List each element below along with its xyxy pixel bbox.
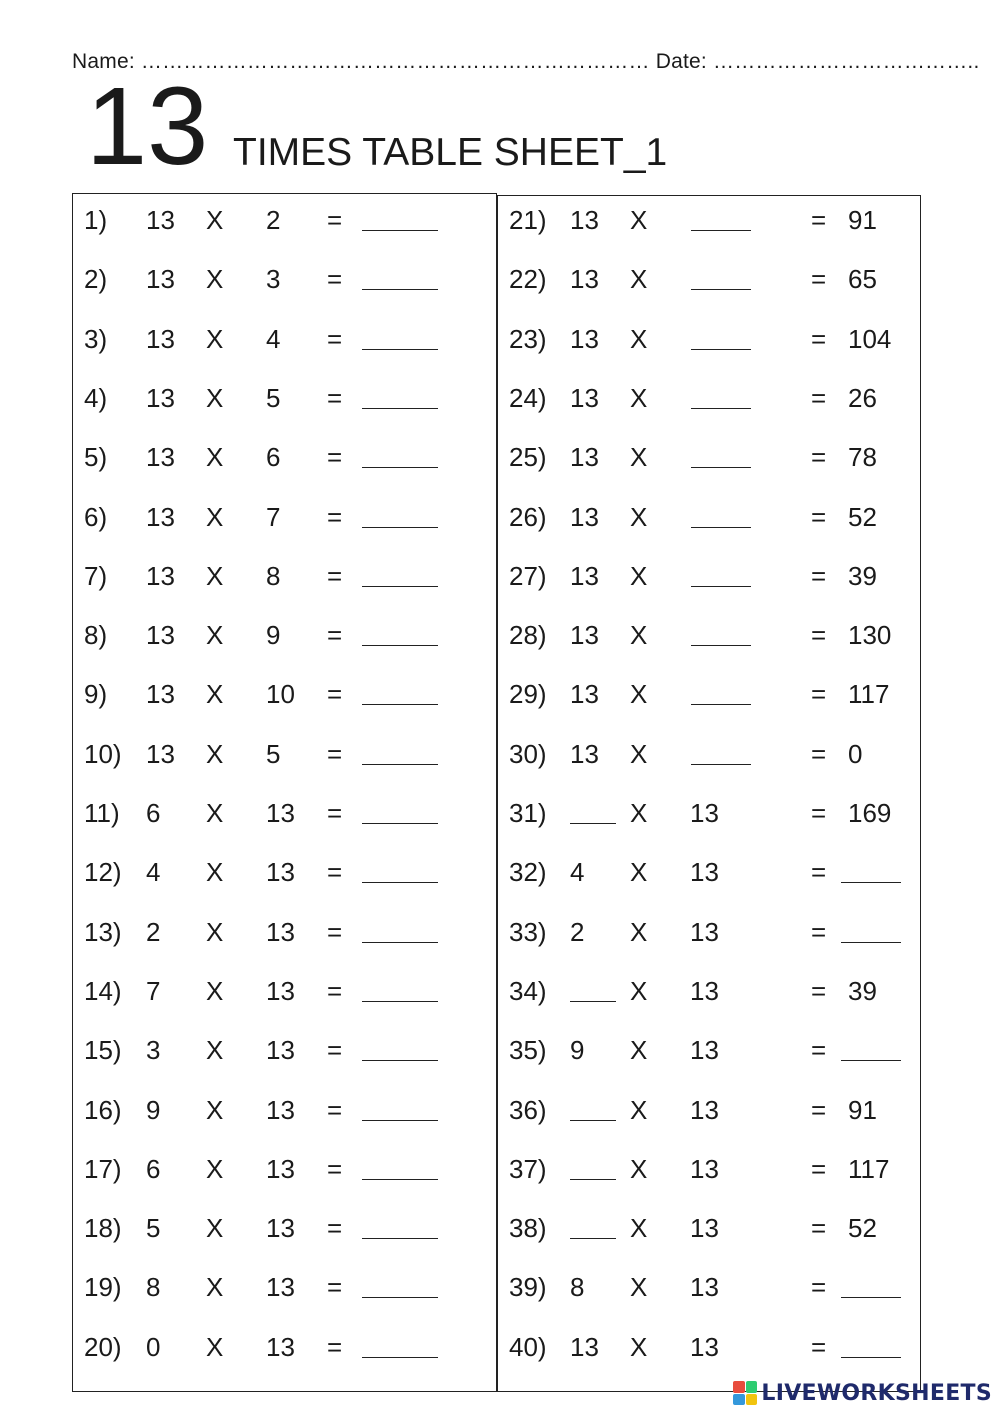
equals-sign: =	[811, 323, 827, 354]
multiply-sign: X	[630, 442, 648, 473]
answer-blank[interactable]	[362, 1327, 438, 1358]
liveworksheets-logo-icon	[733, 1381, 757, 1405]
problem-row	[509, 497, 909, 537]
equals-sign: =	[811, 1094, 827, 1125]
operand-b: 7	[266, 501, 281, 532]
operand-a: 13	[146, 738, 175, 769]
answer-blank[interactable]	[841, 1030, 901, 1061]
problem-row	[509, 556, 909, 596]
problem-number: 16)	[84, 1094, 122, 1125]
multiply-sign: X	[630, 560, 648, 591]
operand-a: 9	[570, 1035, 585, 1066]
operand-a-blank[interactable]	[570, 793, 616, 824]
result-value: 117	[848, 679, 890, 710]
equals-sign: =	[811, 1035, 827, 1066]
problem-number: 13)	[84, 916, 122, 947]
operand-a: 2	[146, 916, 161, 947]
multiply-sign: X	[206, 975, 224, 1006]
problem-row	[509, 1267, 909, 1307]
equals-sign: =	[811, 264, 827, 295]
problem-row	[84, 1327, 484, 1367]
result-value: 39	[848, 975, 877, 1006]
multiply-sign: X	[206, 916, 224, 947]
operand-b-blank[interactable]	[691, 200, 751, 231]
problem-row	[509, 378, 909, 418]
problem-row	[509, 615, 909, 655]
problem-number: 3)	[84, 323, 108, 354]
operand-b: 9	[266, 620, 281, 651]
problem-number: 17)	[84, 1153, 122, 1184]
problem-number: 6)	[84, 501, 108, 532]
multiply-sign: X	[630, 1035, 648, 1066]
operand-a: 13	[570, 442, 599, 473]
equals-sign: =	[327, 857, 343, 888]
result-value: 0	[848, 738, 863, 769]
result-value: 104	[848, 323, 892, 354]
problem-row	[509, 852, 909, 892]
answer-blank[interactable]	[362, 437, 438, 468]
equals-sign: =	[811, 1272, 827, 1303]
equals-sign: =	[327, 382, 343, 413]
operand-b-blank[interactable]	[691, 259, 751, 290]
equals-sign: =	[327, 323, 343, 354]
problem-number: 12)	[84, 857, 122, 888]
problem-row	[84, 674, 484, 714]
answer-blank[interactable]	[362, 497, 438, 528]
multiply-sign: X	[630, 501, 648, 532]
problem-number: 26)	[509, 501, 547, 532]
multiply-sign: X	[206, 501, 224, 532]
watermark-text: LIVEWORKSHEETS	[761, 1380, 992, 1406]
answer-blank[interactable]	[362, 1149, 438, 1180]
multiply-sign: X	[206, 1094, 224, 1125]
problem-number: 29)	[509, 679, 547, 710]
operand-b: 8	[266, 560, 281, 591]
operand-b-blank[interactable]	[691, 556, 751, 587]
operand-a: 13	[146, 560, 175, 591]
answer-blank[interactable]	[362, 674, 438, 705]
operand-b: 13	[266, 1153, 295, 1184]
multiply-sign: X	[206, 382, 224, 413]
equals-sign: =	[327, 975, 343, 1006]
operand-b: 13	[266, 798, 295, 828]
multiply-sign: X	[206, 1213, 224, 1244]
multiply-sign: X	[206, 1272, 224, 1303]
equals-sign: =	[811, 857, 827, 888]
result-value: 91	[848, 1094, 877, 1125]
answer-blank[interactable]	[841, 852, 901, 883]
logo-square-red	[733, 1381, 745, 1393]
problem-row	[509, 734, 909, 774]
operand-a: 13	[146, 323, 175, 354]
equals-sign: =	[327, 1272, 343, 1303]
problem-row	[84, 1208, 484, 1248]
answer-blank[interactable]	[362, 615, 438, 646]
equals-sign: =	[327, 916, 343, 947]
problem-number: 2)	[84, 264, 108, 295]
operand-b: 13	[690, 975, 719, 1006]
equals-sign: =	[327, 1153, 343, 1184]
multiply-sign: X	[206, 442, 224, 473]
operand-a: 13	[570, 264, 599, 295]
problem-number: 20)	[84, 1331, 122, 1362]
operand-b-blank[interactable]	[691, 378, 751, 409]
result-value: 26	[848, 382, 877, 413]
date-label: Date:	[655, 50, 707, 73]
multiply-sign: X	[206, 1153, 224, 1184]
problem-number: 32)	[509, 857, 547, 888]
equals-sign: =	[811, 1331, 827, 1362]
multiply-sign: X	[630, 205, 648, 235]
problem-row	[84, 971, 484, 1011]
problem-number: 21)	[509, 205, 547, 235]
problem-row	[509, 1208, 909, 1248]
equals-sign: =	[811, 1213, 827, 1244]
operand-a: 13	[146, 205, 175, 235]
answer-blank[interactable]	[362, 1030, 438, 1061]
operand-a-blank[interactable]	[570, 1149, 616, 1180]
problem-number: 11)	[84, 798, 120, 828]
operand-a: 13	[570, 620, 599, 651]
problem-row	[84, 259, 484, 299]
equals-sign: =	[327, 1331, 343, 1362]
problem-row	[509, 1149, 909, 1189]
answer-blank[interactable]	[362, 259, 438, 290]
multiply-sign: X	[630, 620, 648, 651]
multiply-sign: X	[206, 798, 224, 828]
operand-a-blank[interactable]	[570, 1090, 616, 1121]
operand-b: 13	[690, 1331, 719, 1362]
problem-row	[84, 1090, 484, 1130]
problem-number: 34)	[509, 975, 547, 1006]
answer-blank[interactable]	[362, 1267, 438, 1298]
problem-number: 10)	[84, 738, 122, 769]
operand-b: 2	[266, 205, 281, 235]
operand-b: 13	[690, 916, 719, 947]
problem-number: 39)	[509, 1272, 547, 1303]
problem-number: 7)	[84, 560, 108, 591]
operand-b: 13	[266, 1331, 295, 1362]
operand-a: 13	[146, 264, 175, 295]
multiply-sign: X	[630, 323, 648, 354]
operand-b: 4	[266, 323, 281, 354]
multiply-sign: X	[630, 1272, 648, 1303]
operand-a: 9	[146, 1094, 161, 1125]
problem-row	[84, 319, 484, 359]
problem-number: 1)	[84, 205, 108, 235]
result-value: 130	[848, 620, 892, 651]
answer-blank[interactable]	[362, 912, 438, 943]
problem-row	[84, 497, 484, 537]
operand-b: 13	[690, 1213, 719, 1244]
multiply-sign: X	[206, 1331, 224, 1362]
operand-b-blank[interactable]	[691, 319, 751, 350]
multiply-sign: X	[630, 679, 648, 710]
result-value: 169	[848, 798, 892, 828]
operand-a: 0	[146, 1331, 161, 1362]
answer-blank[interactable]	[362, 1090, 438, 1121]
problem-number: 9)	[84, 679, 108, 710]
operand-a-blank[interactable]	[570, 1208, 616, 1239]
name-field[interactable]: ………………………………………………………………	[140, 50, 650, 73]
answer-blank[interactable]	[841, 912, 901, 943]
problem-row	[84, 1149, 484, 1189]
equals-sign: =	[327, 501, 343, 532]
multiply-sign: X	[630, 857, 648, 888]
operand-b: 13	[690, 1153, 719, 1184]
operand-b: 3	[266, 264, 281, 295]
problem-number: 22)	[509, 264, 547, 295]
operand-a: 13	[570, 501, 599, 532]
problem-row	[509, 674, 909, 714]
operand-b: 13	[690, 857, 719, 888]
operand-b: 13	[690, 1035, 719, 1066]
operand-a: 13	[146, 382, 175, 413]
answer-blank[interactable]	[362, 793, 438, 824]
operand-b-blank[interactable]	[691, 437, 751, 468]
result-value: 78	[848, 442, 877, 473]
problem-number: 18)	[84, 1213, 122, 1244]
result-value: 52	[848, 1213, 877, 1244]
operand-a: 5	[146, 1213, 161, 1244]
equals-sign: =	[327, 679, 343, 710]
problem-row	[84, 793, 484, 833]
operand-a: 13	[570, 560, 599, 591]
date-field[interactable]: ………………………………..	[713, 50, 980, 73]
operand-a: 6	[146, 1153, 161, 1184]
problem-row	[84, 1030, 484, 1070]
equals-sign: =	[811, 560, 827, 591]
operand-a: 13	[146, 501, 175, 532]
answer-blank[interactable]	[362, 734, 438, 765]
operand-b: 10	[266, 679, 295, 710]
equals-sign: =	[327, 442, 343, 473]
equals-sign: =	[327, 205, 343, 235]
problem-row	[84, 615, 484, 655]
problem-row	[509, 971, 909, 1011]
answer-blank[interactable]	[362, 556, 438, 587]
operand-a: 4	[570, 857, 585, 888]
multiply-sign: X	[630, 916, 648, 947]
name-label: Name:	[72, 50, 135, 73]
problem-number: 30)	[509, 738, 547, 769]
logo-square-blue	[733, 1394, 745, 1406]
answer-blank[interactable]	[841, 1267, 901, 1298]
problem-row	[84, 912, 484, 952]
operand-a: 13	[570, 205, 599, 235]
liveworksheets-watermark	[733, 1379, 992, 1407]
problem-row	[509, 912, 909, 952]
multiply-sign: X	[206, 205, 224, 235]
problem-row	[84, 734, 484, 774]
operand-b: 13	[266, 857, 295, 888]
problem-number: 4)	[84, 382, 108, 413]
logo-square-green	[746, 1381, 758, 1393]
operand-b: 13	[266, 1213, 295, 1244]
problem-number: 23)	[509, 323, 547, 354]
problem-number: 14)	[84, 975, 122, 1006]
problem-row	[509, 319, 909, 359]
problem-number: 25)	[509, 442, 547, 473]
multiply-sign: X	[630, 1094, 648, 1125]
operand-b: 5	[266, 738, 281, 769]
operand-b-blank[interactable]	[691, 497, 751, 528]
operand-a: 13	[570, 382, 599, 413]
operand-a: 13	[146, 620, 175, 651]
equals-sign: =	[811, 620, 827, 651]
multiply-sign: X	[206, 560, 224, 591]
operand-a-blank[interactable]	[570, 971, 616, 1002]
equals-sign: =	[811, 442, 827, 473]
answer-blank[interactable]	[362, 319, 438, 350]
answer-blank[interactable]	[841, 1327, 901, 1358]
multiply-sign: X	[206, 264, 224, 295]
equals-sign: =	[327, 1035, 343, 1066]
answer-blank[interactable]	[362, 378, 438, 409]
result-value: 91	[848, 205, 877, 235]
equals-sign: =	[327, 738, 343, 769]
equals-sign: =	[327, 1094, 343, 1125]
operand-a: 8	[146, 1272, 161, 1303]
problem-row	[509, 259, 909, 299]
operand-b: 13	[266, 975, 295, 1006]
problem-row	[84, 1267, 484, 1307]
equals-sign: =	[327, 798, 343, 828]
problem-number: 38)	[509, 1213, 547, 1244]
multiply-sign: X	[206, 323, 224, 354]
equals-sign: =	[811, 738, 827, 769]
operand-b-blank[interactable]	[691, 615, 751, 646]
operand-a: 8	[570, 1272, 585, 1303]
problem-number: 27)	[509, 560, 547, 591]
operand-b-blank[interactable]	[691, 674, 751, 705]
equals-sign: =	[811, 798, 827, 828]
multiply-sign: X	[630, 975, 648, 1006]
equals-sign: =	[811, 916, 827, 947]
multiply-sign: X	[630, 1331, 648, 1362]
multiply-sign: X	[630, 1153, 648, 1184]
problem-number: 28)	[509, 620, 547, 651]
operand-a: 2	[570, 916, 585, 947]
operand-b: 5	[266, 382, 281, 413]
operand-a: 7	[146, 975, 161, 1006]
problem-number: 24)	[509, 382, 547, 413]
operand-b: 6	[266, 442, 281, 473]
multiply-sign: X	[630, 382, 648, 413]
multiply-sign: X	[206, 620, 224, 651]
page-title: TIMES TABLE SHEET_1	[233, 131, 668, 174]
problem-number: 40)	[509, 1331, 547, 1362]
operand-a: 3	[146, 1035, 161, 1066]
operand-b: 13	[690, 1094, 719, 1125]
operand-b: 13	[266, 916, 295, 947]
problem-number: 15)	[84, 1035, 122, 1066]
problem-row	[509, 1090, 909, 1130]
problem-row	[84, 378, 484, 418]
problem-number: 37)	[509, 1153, 547, 1184]
operand-a: 13	[570, 1331, 599, 1362]
equals-sign: =	[811, 382, 827, 413]
equals-sign: =	[811, 1153, 827, 1184]
result-value: 52	[848, 501, 877, 532]
multiply-sign: X	[630, 738, 648, 769]
problem-number: 35)	[509, 1035, 547, 1066]
equals-sign: =	[327, 560, 343, 591]
problem-number: 31)	[509, 798, 547, 828]
equals-sign: =	[811, 205, 827, 235]
answer-blank[interactable]	[362, 200, 438, 231]
problem-row	[509, 793, 909, 833]
logo-square-yellow	[746, 1394, 758, 1406]
operand-b: 13	[266, 1035, 295, 1066]
problem-number: 19)	[84, 1272, 122, 1303]
operand-b-blank[interactable]	[691, 734, 751, 765]
operand-b: 13	[690, 1272, 719, 1303]
problem-row	[509, 1327, 909, 1367]
operand-b: 13	[690, 798, 719, 828]
name-date-line	[72, 50, 980, 74]
multiply-sign: X	[630, 1213, 648, 1244]
equals-sign: =	[811, 975, 827, 1006]
problem-row	[509, 437, 909, 477]
equals-sign: =	[327, 1213, 343, 1244]
multiply-sign: X	[630, 264, 648, 295]
result-value: 117	[848, 1153, 890, 1184]
problem-row	[84, 437, 484, 477]
problem-row	[509, 200, 909, 240]
problem-row	[84, 556, 484, 596]
operand-a: 6	[146, 798, 161, 828]
operand-b: 13	[266, 1094, 295, 1125]
problem-number: 33)	[509, 916, 547, 947]
problem-row	[84, 852, 484, 892]
multiply-sign: X	[206, 738, 224, 769]
problem-number: 36)	[509, 1094, 547, 1125]
equals-sign: =	[811, 501, 827, 532]
multiply-sign: X	[206, 857, 224, 888]
problem-row	[84, 200, 484, 240]
problem-row	[509, 1030, 909, 1070]
problem-number: 5)	[84, 442, 108, 473]
multiply-sign: X	[206, 679, 224, 710]
answer-blank[interactable]	[362, 852, 438, 883]
title-number: 13	[86, 65, 209, 188]
multiply-sign: X	[630, 798, 648, 828]
operand-b: 13	[266, 1272, 295, 1303]
problem-number: 8)	[84, 620, 108, 651]
multiply-sign: X	[206, 1035, 224, 1066]
result-value: 39	[848, 560, 877, 591]
equals-sign: =	[811, 679, 827, 710]
answer-blank[interactable]	[362, 1208, 438, 1239]
equals-sign: =	[327, 620, 343, 651]
operand-a: 13	[570, 323, 599, 354]
operand-a: 13	[570, 738, 599, 769]
operand-a: 4	[146, 857, 161, 888]
answer-blank[interactable]	[362, 971, 438, 1002]
operand-a: 13	[146, 442, 175, 473]
operand-a: 13	[570, 679, 599, 710]
operand-a: 13	[146, 679, 175, 710]
result-value: 65	[848, 264, 877, 295]
equals-sign: =	[327, 264, 343, 295]
